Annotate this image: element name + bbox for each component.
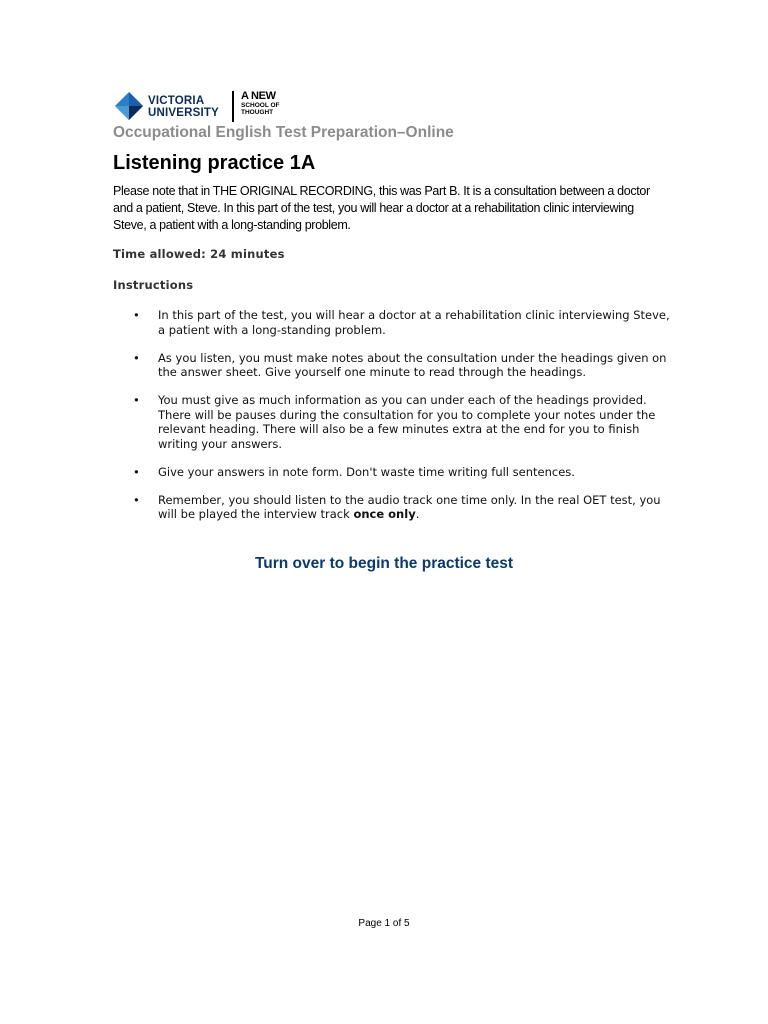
instruction-text-prefix: Remember, you should listen to the audio track one time only. In the real OET test, you will be played the interview track [158, 492, 661, 521]
university-name [148, 95, 219, 119]
instruction-item [113, 308, 673, 337]
instruction-text: You must give as much information as you can under each of the headings provided. There will be pauses during the consultation for you to complete your notes under the relevant heading. There will also be a few minutes extra at the end for you to finish writing your answers. [158, 393, 656, 451]
university-name-line2: UNIVERSITY [148, 107, 220, 119]
bullet-icon: • [133, 308, 140, 322]
tagline-line1: A NEW [241, 90, 276, 102]
university-name-line1: VICTORIA [148, 95, 205, 107]
diamond-logo-icon [115, 92, 143, 120]
logo-tagline [241, 91, 280, 116]
victoria-university-logo [115, 90, 315, 122]
instruction-text-suffix: . [415, 507, 420, 521]
page-title: Listening practice 1A [113, 152, 316, 174]
instruction-text: In this part of the test, you will hear a doctor at a rehabilitation clinic interviewing Steve, a patient with a long-standing problem. [158, 308, 670, 337]
instructions-list [113, 308, 673, 535]
time-allowed: Time allowed: 24 minutes [113, 247, 285, 261]
instructions-heading: Instructions [113, 278, 194, 292]
bullet-icon: • [133, 350, 140, 365]
bullet-icon: • [133, 393, 140, 407]
logo-divider [232, 91, 234, 122]
document-subtitle: Occupational English Test Preparation–Online [113, 124, 454, 141]
instruction-item [113, 465, 673, 480]
instruction-item [113, 493, 673, 522]
bullet-icon: • [133, 464, 140, 479]
intro-paragraph: Please note that in THE ORIGINAL RECORDING, this was Part B. It is a consultation between a doctor and a patient, Steve. In this part of the test, you will hear a doctor at a rehabilitation clinic interviewing Steve, a patient with a long-standing problem. [113, 184, 650, 232]
instruction-item [113, 393, 673, 451]
tagline-line2: SCHOOL OF [241, 102, 280, 109]
bullet-icon: • [133, 492, 140, 507]
instruction-emphasis: once only [353, 507, 416, 521]
instruction-text: Give your answers in note form. Don't waste time writing full sentences. [158, 464, 575, 479]
page-number: Page 1 of 5 [358, 918, 410, 929]
instruction-text: As you listen, you must make notes about the consultation under the headings given on the answer sheet. Give yourself one minute to read through the headings. [158, 350, 667, 379]
tagline-line3: THOUGHT [241, 109, 274, 116]
turn-over-prompt: Turn over to begin the practice test [254, 555, 514, 572]
instruction-item [113, 351, 673, 380]
